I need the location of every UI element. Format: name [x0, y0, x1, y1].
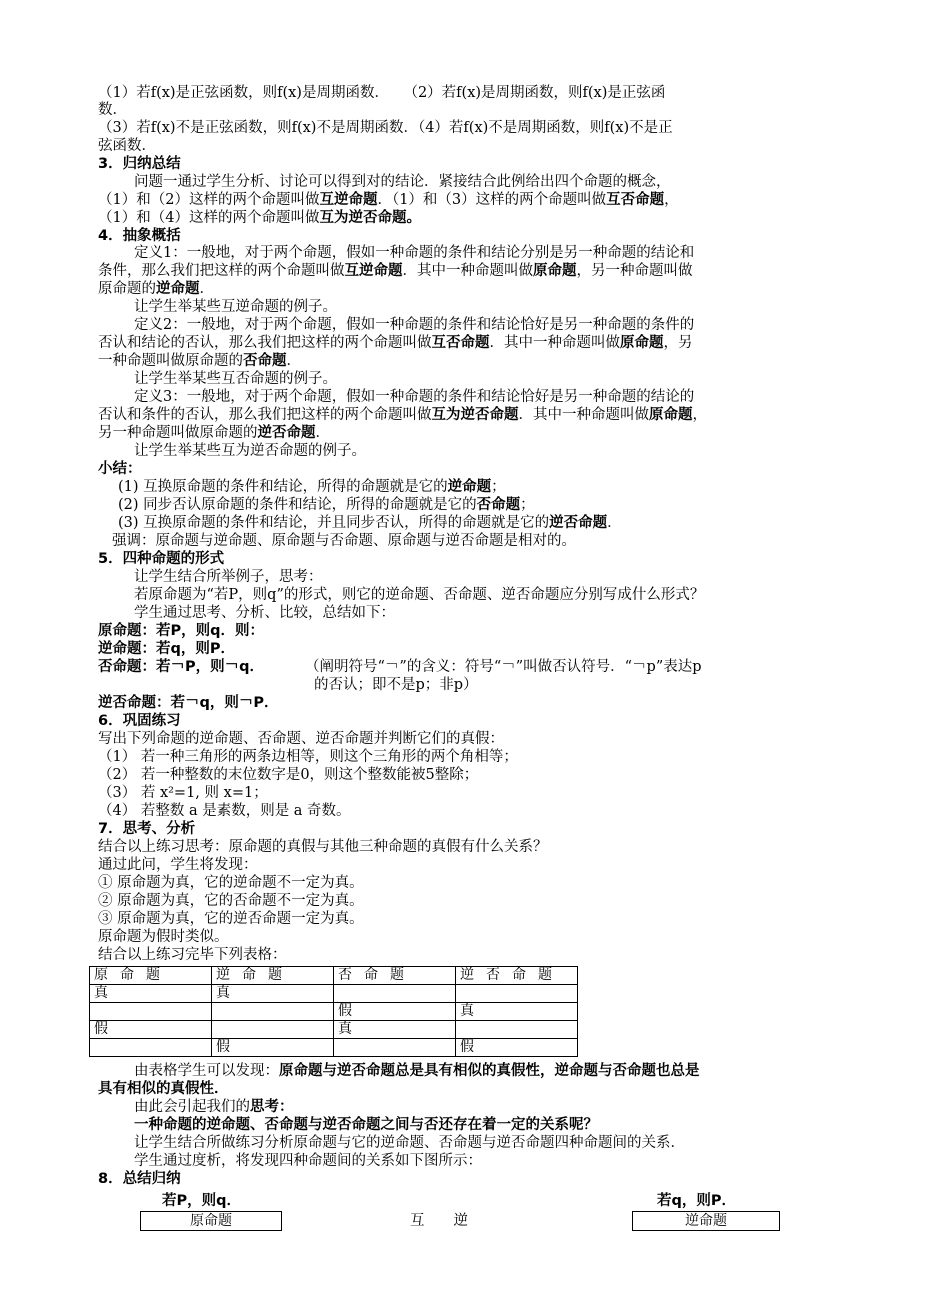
text-line: 结合以上练习思考：原命题的真假与其他三种命题的真假有什么关系？ [98, 839, 548, 855]
table-cell [334, 985, 456, 1003]
bold-term: 思考： [250, 1099, 294, 1115]
text-line: 强调：原命题与逆命题、原命题与否命题、原命题与逆否命题是相对的。 [112, 533, 576, 549]
text-line: 让学生举某些互逆命题的例子。 [134, 299, 337, 315]
text-line [98, 191, 679, 209]
text-line: （1）若f(x)是正弦函数，则f(x)是周期函数． （2）若f(x)是周期函数，则f(x)是正弦函 [98, 85, 666, 101]
text: ．其中一种命题叫做 [402, 263, 533, 279]
table-cell: 真 [334, 1021, 456, 1039]
text-line [98, 424, 330, 442]
text: 原命题的 [98, 281, 156, 297]
text: ； [491, 479, 506, 495]
text-line: 定义3：一般地，对于两个命题，假如一种命题的条件和结论恰好是另一种命题的结论的 [134, 389, 695, 405]
table-cell [212, 1003, 334, 1021]
bold-term: 否命题 [476, 497, 521, 513]
text-line: 数． [98, 102, 127, 118]
bold-term: 互否命题 [606, 192, 665, 208]
table-cell: 假 [90, 1021, 212, 1039]
text-line: 结合以上练习完毕下列表格： [98, 947, 287, 963]
table-header-cell: 逆否命题 [456, 967, 578, 985]
diagram-box-converse: 逆命题 [632, 1211, 780, 1231]
text-line [98, 262, 693, 280]
text-line: 逆否命题：若￢q，则￢P． [98, 695, 279, 711]
bold-term: 互为逆否命题。 [319, 210, 421, 226]
text: 否认和条件的否认，那么我们把这样的两个命题叫做 [98, 407, 432, 423]
bold-term: 原命题与逆否命题总是具有相似的真假性，逆命题与否命题也总是 [279, 1063, 700, 1079]
text-line: 写出下列命题的逆命题、否命题、逆否命题并判断它们的真假： [98, 731, 504, 747]
text-line [134, 1098, 294, 1116]
text: (2) 同步否认原命题的条件和结论，所得的命题就是它的 [118, 497, 477, 513]
diagram-label: 若q，则P． [657, 1193, 737, 1209]
table-header-cell: 否命题 [334, 967, 456, 985]
text-line: （阐明符号“￢”的含义：符号“￢”叫做否认符号．“￢p”表达p [305, 659, 702, 675]
text-line: 学生通过思考、分析、比较，总结如下： [134, 605, 395, 621]
bold-term: 原命题 [620, 335, 664, 351]
table-cell [456, 985, 578, 1003]
text: ．（1）和（3）这样的两个命题叫做 [377, 192, 607, 208]
bold-term: 逆否命题 [549, 515, 608, 531]
text: (3) 互换原命题的条件和结论，并且同步否认，所得的命题就是它的 [118, 515, 550, 531]
bold-term: 互逆命题 [344, 263, 403, 279]
section-heading: 4．抽象概括 [98, 228, 181, 244]
section-heading: 7．思考、分析 [98, 821, 196, 837]
text: ，另 [663, 335, 693, 351]
text-line [134, 1062, 700, 1080]
text: 另一种命题叫做原命题的 [98, 425, 258, 441]
text-line: （2） 若一种整数的末位数字是0，则这个整数能被5整除； [98, 767, 479, 783]
bold-term: 互逆命题 [319, 192, 378, 208]
text: 一种命题叫做原命题的 [98, 353, 243, 369]
text-line [98, 209, 421, 227]
table-cell [334, 1039, 456, 1057]
text-line [118, 514, 622, 532]
diagram-box-original: 原命题 [140, 1211, 282, 1231]
text-line: （4） 若整数 a 是素数，则是 a 奇数。 [98, 803, 351, 819]
text: 由此会引起我们的 [134, 1099, 250, 1115]
table-cell [90, 1003, 212, 1021]
bold-term: 互否命题 [431, 335, 490, 351]
bold-term: 原命题 [533, 263, 577, 279]
text: ． [199, 281, 214, 297]
bold-term: 互为逆否命题 [431, 407, 519, 423]
text: 条件，那么我们把这样的两个命题叫做 [98, 263, 345, 279]
section-heading: 8．总结归纳 [98, 1171, 181, 1187]
text: 否认和结论的否认，那么我们把这样的两个命题叫做 [98, 335, 432, 351]
text-line: 让学生结合所做练习分析原命题与它的逆命题、否命题与逆否命题四种命题间的关系． [134, 1135, 685, 1151]
table-header-cell: 原命题 [90, 967, 212, 985]
bold-term: 逆命题 [156, 281, 200, 297]
text-line: 逆命题：若q，则P． [98, 641, 236, 657]
text-line: （3）若f(x)不是正弦函数，则f(x)不是周期函数．（4）若f(x)不是周期函数，则f(x)不是正 [98, 120, 673, 136]
bold-term: 否命题 [243, 353, 287, 369]
truth-table [89, 966, 578, 1057]
table-row [90, 1003, 578, 1021]
text-line: （1） 若一种三角形的两条边相等，则这个三角形的两个角相等； [98, 749, 518, 765]
text-line: ② 原命题为真，它的否命题不一定为真。 [98, 893, 364, 909]
bold-term: 逆命题 [447, 479, 492, 495]
diagram-relation-label: 互 逆 [410, 1213, 468, 1229]
text-line: ① 原命题为真，它的逆命题不一定为真。 [98, 875, 364, 891]
text-line [118, 478, 506, 496]
text: (1) 互换原命题的条件和结论，所得的命题就是它的 [118, 479, 448, 495]
text-line [98, 280, 214, 298]
table-cell [456, 1021, 578, 1039]
table-row [90, 985, 578, 1003]
text: ． [315, 425, 330, 441]
table-cell: 假 [212, 1039, 334, 1057]
text-line: 否命题：若￢P，则￢q． [98, 659, 265, 675]
text-line: 的否认；即不是p；非p） [314, 677, 478, 693]
text-line: 定义2：一般地，对于两个命题，假如一种命题的条件和结论恰好是另一种命题的条件的 [134, 317, 695, 333]
text-line: 原命题为假时类似。 [98, 929, 229, 945]
text-line: ③ 原命题为真，它的逆否命题一定为真。 [98, 911, 364, 927]
text: ，另一种命题叫做 [576, 263, 693, 279]
table-cell: 真 [212, 985, 334, 1003]
text-line: 通过此问，学生将发现： [98, 857, 258, 873]
table-row [90, 1021, 578, 1039]
text: （1）和（2）这样的两个命题叫做 [98, 192, 320, 208]
text-line: 若原命题为“若P，则q”的形式，则它的逆命题、否命题、逆否命题应分别写成什么形式？ [134, 587, 705, 603]
table-cell [212, 1021, 334, 1039]
text-line: 一种命题的逆命题、否命题与逆否命题之间与否还存在着一定的关系呢？ [134, 1117, 598, 1133]
text: ． [607, 515, 622, 531]
table-cell: 假 [334, 1003, 456, 1021]
text: ； [520, 497, 535, 513]
text-line [98, 334, 693, 352]
text: ．其中一种命题叫做 [518, 407, 649, 423]
text-line: 弦函数． [98, 138, 156, 154]
text-line: 让学生结合所举例子，思考： [134, 569, 323, 585]
table-header-cell: 逆命题 [212, 967, 334, 985]
text: ， [664, 192, 679, 208]
text: ， [692, 407, 707, 423]
table-cell: 真 [456, 1003, 578, 1021]
text-line: 具有相似的真假性． [98, 1081, 229, 1097]
text: 由表格学生可以发现： [134, 1063, 279, 1079]
section-heading: 5．四种命题的形式 [98, 551, 225, 567]
section-heading: 小结： [98, 461, 142, 477]
section-heading: 3．归纳总结 [98, 156, 181, 172]
text-line [98, 406, 707, 424]
text-line: （3） 若 x²=1, 则 x=1； [98, 785, 268, 801]
text-line: 让学生举某些互否命题的例子。 [134, 371, 337, 387]
text-line: 学生通过度析，将发现四种命题间的关系如下图所示： [134, 1153, 482, 1169]
section-heading: 6．巩固练习 [98, 713, 181, 729]
text-line: 问题一通过学生分析、讨论可以得到对的结论．紧接结合此例给出四个命题的概念， [134, 174, 671, 190]
text-line: 定义1：一般地，对于两个命题，假如一种命题的条件和结论分别是另一种命题的结论和 [134, 245, 695, 261]
text: ．其中一种命题叫做 [489, 335, 620, 351]
text: （1）和（4）这样的两个命题叫做 [98, 210, 320, 226]
bold-term: 逆否命题 [257, 425, 316, 441]
diagram-label: 若P，则q． [162, 1193, 242, 1209]
table-header-row [90, 967, 578, 985]
text-line [98, 352, 301, 370]
table-cell: 假 [456, 1039, 578, 1057]
table-cell [90, 1039, 212, 1057]
text-line: 原命题：若P，则q．则： [98, 623, 265, 639]
table-row [90, 1039, 578, 1057]
text-line [118, 496, 535, 514]
text: ． [286, 353, 301, 369]
text-line: 让学生举某些互为逆否命题的例子。 [134, 443, 366, 459]
table-cell: 真 [90, 985, 212, 1003]
bold-term: 原命题 [649, 407, 693, 423]
